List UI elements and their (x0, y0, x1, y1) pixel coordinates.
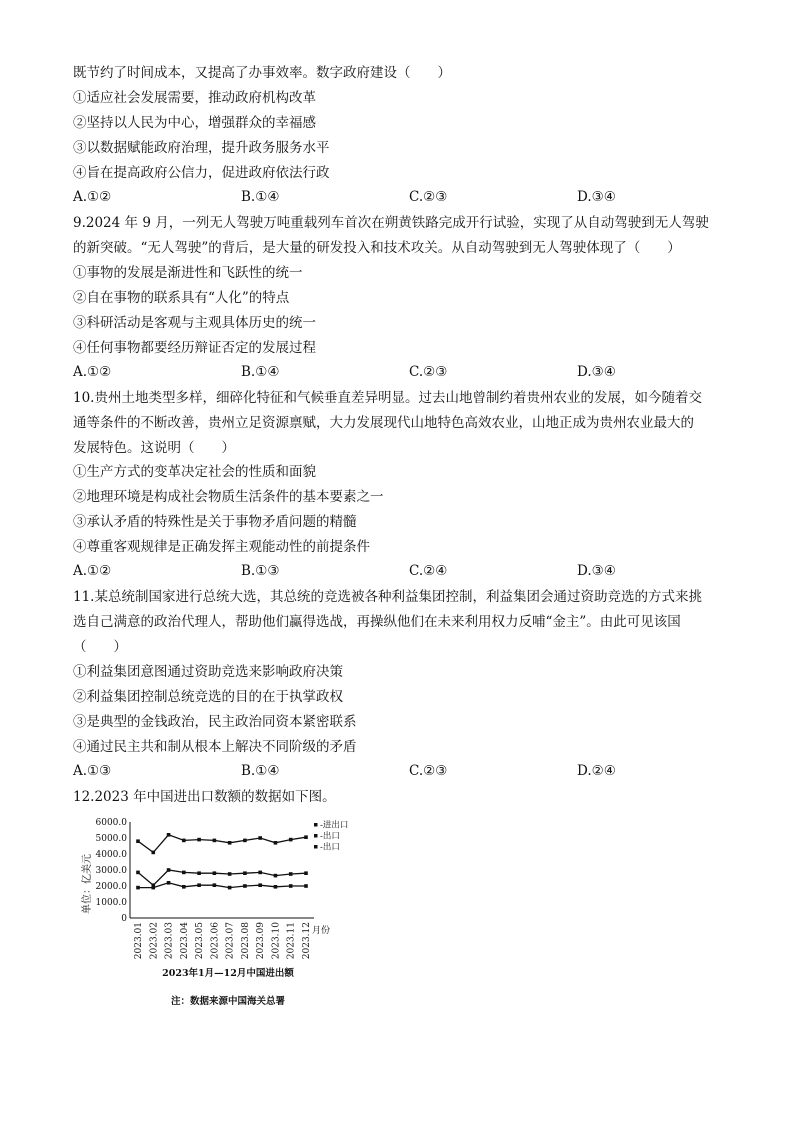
x-tick-label: 2023.05 (195, 922, 206, 960)
y-tick-label: 1000.0 (95, 898, 127, 908)
data-point (197, 871, 201, 875)
q8-choice-2: ②坚持以人民为中心，增强群众的幸福感 (73, 115, 316, 131)
y-tick-label: 0 (121, 914, 127, 924)
legend-marker (314, 834, 318, 838)
option-b: B.①④ (241, 189, 280, 205)
q8-choice-3: ③以数据赋能政府治理，提升政务服务水平 (73, 140, 330, 156)
option-d: D.③④ (577, 364, 616, 380)
data-point (167, 881, 171, 885)
q10-stem-line-3: 发展特色。这说明（ ） (73, 440, 235, 456)
q8-options (73, 189, 733, 207)
q10-stem-line-2: 通等条件的不断改善，贵州立足资源禀赋，大力发展现代山地特色高效农业，山地正成为贵州农业最大的 (73, 415, 694, 431)
y-tick-label: 2000.0 (95, 882, 127, 892)
option-d: D.③④ (577, 189, 616, 205)
data-point (136, 871, 140, 875)
option-b: B.①④ (241, 763, 280, 779)
q10-choice-2: ②地理环境是构成社会物质生活条件的基本要素之一 (73, 489, 384, 505)
q9-stem-line-2: 的新突破。“无人驾驶”的背后，是大量的研发投入和技术攻关。从自动驾驶到无人驾驶体现了（ ） (73, 240, 681, 256)
option-a: A.①② (73, 364, 112, 380)
option-a: A.①② (73, 563, 112, 579)
option-b: B.①③ (241, 563, 280, 579)
data-point (258, 871, 262, 875)
x-tick-label: 2023.08 (240, 922, 251, 960)
option-c: C.②③ (409, 189, 448, 205)
legend-label: -进出口 (320, 820, 348, 831)
data-point (182, 839, 186, 843)
data-point (228, 872, 232, 876)
x-tick-label: 2023.02 (149, 922, 160, 960)
data-point (182, 871, 186, 875)
data-point (213, 871, 217, 875)
q8-choice-4: ④旨在提高政府公信力，促进政府依法行政 (73, 165, 330, 181)
q10-choice-3: ③承认矛盾的特殊性是关于事物矛盾问题的精髓 (73, 514, 357, 530)
data-point (243, 871, 247, 875)
q9-choice-3: ③科研活动是客观与主观具体历史的统一 (73, 315, 316, 331)
y-tick-label: 4000.0 (95, 850, 127, 860)
legend-label: -出口 (320, 842, 340, 853)
data-point (274, 841, 278, 845)
y-tick-label: 6000.0 (95, 818, 127, 828)
q11-choice-3: ③是典型的金钱政治，民主政治同资本紧密联系 (73, 714, 357, 730)
q9-options (73, 364, 733, 382)
data-point (304, 835, 308, 839)
legend-marker (314, 845, 318, 849)
legend (314, 820, 348, 853)
q11-choice-1: ①利益集团意图通过资助竞选来影响政府决策 (73, 664, 343, 680)
q9-choice-2: ②自在事物的联系具有“人化”的特点 (73, 290, 290, 306)
x-tick-label: 2023.04 (179, 922, 190, 960)
data-point (213, 883, 217, 887)
legend-marker (314, 823, 318, 827)
q10-options (73, 563, 733, 581)
x-tick-label: 2023.12 (302, 922, 312, 960)
chart-title: 2023年1月—12月中国进出额 (162, 968, 294, 979)
legend-label: -出口 (320, 831, 340, 842)
data-point (274, 874, 278, 878)
y-tick-label: 5000.0 (95, 834, 127, 844)
series-line (138, 883, 306, 888)
option-c: C.②④ (409, 563, 448, 579)
q8-stem-tail: 既节约了时间成本，又提高了办事效率。数字政府建设（ ） (73, 65, 451, 81)
x-tick-label: 2023.01 (134, 922, 144, 960)
q10-choice-4: ④尊重客观规律是正确发挥主观能动性的前提条件 (73, 539, 370, 555)
x-tick-label: 2023.07 (225, 922, 236, 960)
data-point (274, 885, 278, 889)
data-point (167, 868, 171, 872)
x-ticks (134, 922, 312, 959)
data-point (136, 839, 140, 843)
data-point (136, 886, 140, 890)
data-point (228, 886, 232, 890)
q11-choice-4: ④通过民主共和制从根本上解决不同阶级的矛盾 (73, 739, 357, 755)
option-a: A.①③ (73, 763, 112, 779)
option-b: B.①④ (241, 364, 280, 380)
data-point (182, 885, 186, 889)
y-ticks (96, 818, 128, 924)
q10-choice-1: ①生产方式的变革决定社会的性质和面貌 (73, 464, 316, 480)
data-point (151, 851, 155, 855)
x-tick-label: 2023.03 (164, 922, 175, 960)
option-d: D.③④ (577, 563, 616, 579)
q12-stem: 12.2023 年中国进出口数额的数据如下图。 (73, 789, 336, 805)
q11-choice-2: ②利益集团控制总统竞选的目的在于执掌政权 (73, 689, 343, 705)
q11-stem-line-2: 选自己满意的政治代理人，帮助他们赢得选战，再操纵他们在未来利用权力反哺“金主”。由此可见该国 (73, 614, 681, 630)
x-tick-label: 2023.11 (286, 922, 297, 960)
q10-stem-line-1: 10.贵州土地类型多样，细碎化特征和气候垂直差异明显。过去山地曾制约着贵州农业的发展，如今随着交 (73, 390, 702, 406)
chart-note: 注：数据来源中国海关总署 (170, 996, 286, 1007)
data-point (258, 883, 262, 887)
x-tick-label: 2023.10 (271, 922, 282, 960)
option-c: C.②③ (409, 763, 448, 779)
data-point (197, 838, 201, 842)
q9-stem-line-1: 9.2024 年 9 月，一列无人驾驶万吨重载列车首次在朔黄铁路完成开行试验，实现了从自动驾驶到无人驾驶 (73, 215, 709, 231)
data-point (213, 839, 217, 843)
import-export-line-chart (78, 812, 348, 1012)
series-line (138, 870, 306, 885)
q11-stem-line-1: 11.某总统制国家进行总统大选，其总统的竞选被各种利益集团控制，利益集团会通过资助竞选的方式来挑 (73, 589, 702, 605)
data-point (243, 884, 247, 888)
option-d: D.②④ (577, 763, 616, 779)
x-tick-label: 2023.09 (256, 922, 267, 960)
q11-stem-line-3: （ ） (73, 639, 127, 655)
q9-choice-1: ①事物的发展是渐进性和飞跃性的统一 (73, 265, 303, 281)
data-point (304, 871, 308, 875)
y-tick-label: 3000.0 (95, 866, 127, 876)
option-a: A.①② (73, 189, 112, 205)
data-point (243, 839, 247, 843)
x-axis-label: 月份 (312, 926, 331, 936)
data-point (167, 833, 171, 837)
data-point (258, 836, 262, 840)
q9-choice-4: ④任何事物都要经历辩证否定的发展过程 (73, 340, 316, 356)
x-tick-label: 2023.06 (210, 922, 221, 960)
series-line (138, 835, 306, 853)
data-point (289, 872, 293, 876)
y-axis-label: 单位：亿美元 (82, 854, 93, 914)
data-point (151, 886, 155, 890)
data-point (304, 884, 308, 888)
data-point (228, 841, 232, 845)
data-point (289, 838, 293, 842)
data-point (197, 883, 201, 887)
data-point (289, 884, 293, 888)
q11-options (73, 763, 733, 781)
option-c: C.②③ (409, 364, 448, 380)
series-lines (136, 833, 308, 889)
q8-choice-1: ①适应社会发展需要，推动政府机构改革 (73, 90, 316, 106)
